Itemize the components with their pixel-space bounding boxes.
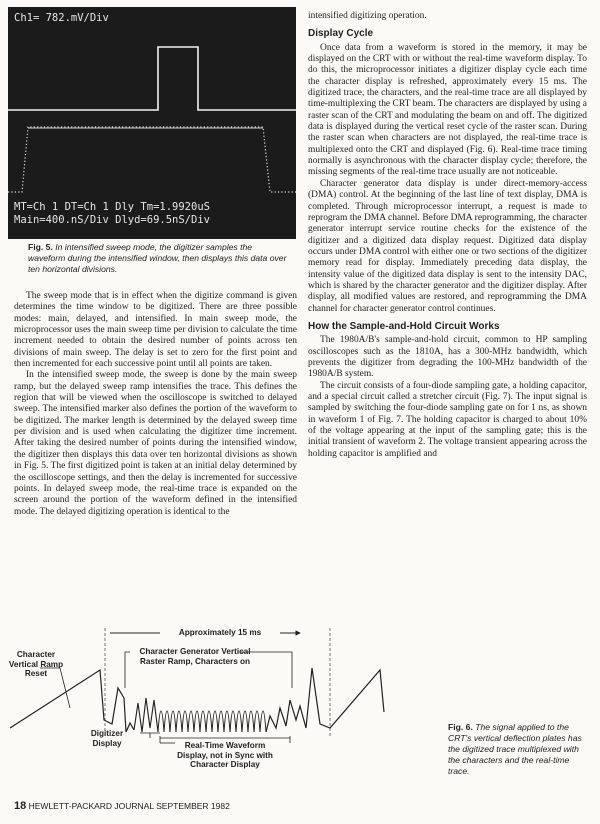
left-column [14, 291, 297, 518]
figure5-caption [28, 242, 290, 275]
scope-timing-readout-1: MT=Ch 1 DT=Ch 1 Dly Tm=1.9920uS [14, 201, 210, 213]
realtime-trace [8, 47, 296, 110]
display-cycle-paragraph-2: Character generator data display is under direct-memory-access (DMA) control. At the beginning of the last line of text display, DMA is completed. Through microprocessor interrupt, a request is made to reprogram the DMA channel. Before DMA reprogramming, the character generator interrupt service routine checks for the existence of the digitizer and a digitized data display request. Digitized data display occurs under DMA control with either one or two sections of the digitizer memory read for display. Immediately preceding data display, the intensity value of the digitized data display is sent to the intensity DAC, which is shared by the character generator and the digitizer display. After display, all modified values are restored, and reprogramming the DMA channel for character generator control continues. [308, 178, 587, 314]
sample-hold-paragraph-2: The circuit consists of a four-diode sampling gate, a holding capacitor, and a special circuit called a stretcher circuit (Fig. 7). The input signal is sampled by switching the four-diode sampling gate on for 1 ns, as shown in waveform 1 of Fig. 7. The holding capacitor is charged to about 10% of the voltage appearing at the input of the sampling gate; this is the initial transient of waveform 2. The voltage transient appearing across the holding capacitor is amplified and [308, 380, 587, 459]
left-paragraph-1: The sweep mode that is in effect when the digitize command is given determines the time window to be digitized. There are three possible modes: main, delayed, and intensified. In main sweep mode, the microprocessor uses the main sweep time per division to calculate the time increment needed to obtain the desired number of points across ten divisions of main sweep. The delay is set to zero for the first point and then incremented for each successive point until all points are taken. [14, 291, 297, 370]
display-cycle-paragraph-1: Once data from a waveform is stored in the memory, it may be displayed on the CRT with or without the real-time waveform display. To do this, the microprocessor initiates a digitizer display cycle each time the character display is refreshed, approximately every 15 ms. The digitized trace, the characters, and the real-time trace are all displayed by time-multiplexing the CRT beam. The characters are displayed by using a raster scan of the CRT and modulating the beam on and off. The digitized data is displayed during the vertical reset cycle of the raster scan. During the raster scan when characters are not displayed, the real-time trace is multiplexed onto the CRT and displayed (Fig. 6). Real-time trace timing normally is asynchronous with the character display cycle; therefore, the missing segments of the real-time trace usually are not noticeable. [308, 42, 587, 178]
digitizer-display-trace [134, 698, 158, 732]
label-digitizer-display: Digitizer Display [90, 729, 124, 748]
label-realtime-display: Real-Time Waveform Display, not in Sync with Character Display [177, 741, 273, 770]
left-paragraph-2: In the intensified sweep mode, the sweep is done by the main sweep ramp, but the delayed sweep ramp intensifies the trace. This defines the region that will be viewed when the oscilloscope is switched to delayed sweep. The intensified marker also defines the portion of the waveform to be digitized. The marker length is determined by the delayed sweep time per division and is used when calculating the digitizer time increment. After taking the desired number of points during the intensified window, the digitizer then displays this data over ten horizontal divisions as shown in Fig. 5. The first digitized point is taken at an initial delay determined by the oscilloscope settings, and then the delay is incremented for successive points. In delayed sweep mode, the real-time trace is expanded on the screen around the portion of the waveform defined in the intensified mode. The delayed digitizing operation is identical to the [14, 370, 297, 517]
realtime-segment-trace [266, 668, 384, 732]
figure6-caption-label: Fig. 6. [448, 722, 473, 732]
figure5-caption-label: Fig. 5. [28, 242, 53, 252]
right-continuation: intensified digitizing operation. [308, 11, 427, 21]
sample-hold-paragraph-1: The 1980A/B's sample-and-hold circuit, common to HP sampling oscilloscopes such as the 1810A, has a 300-MHz bandwidth, which prevents the digitizer from degrading the 100-MHz bandwidth of the 1980A/B system. [308, 335, 587, 380]
figure5-caption-text: In intensified sweep mode, the digitizer samples the waveform during the intensified window, then displays this data over ten horizontal divisions. [28, 242, 287, 274]
character-raster-trace [158, 711, 266, 732]
digitized-trace [8, 127, 296, 192]
figure6-caption-text: The signal applied to the CRT's vertical deflection plates has the digitized trace multiplexed with the characters and the real-time trace. [448, 722, 582, 776]
label-period: Approximately 15 ms [160, 628, 280, 638]
scope-timing-readout-2: Main=400.nS/Div Dlyd=69.5nS/Div [14, 214, 210, 226]
label-raster-ramp: Character Generator Vertical Raster Ramp, Characters on [139, 647, 251, 666]
figure6-caption [448, 722, 588, 777]
page-number: 18 [14, 800, 27, 812]
label-ramp-reset: Character Vertical Ramp Reset [8, 650, 64, 679]
right-column [308, 11, 587, 460]
journal-title: HEWLETT-PACKARD JOURNAL SEPTEMBER 1982 [28, 801, 230, 811]
section-heading-display-cycle: Display Cycle [308, 28, 374, 40]
page-footer [14, 800, 230, 812]
scope-channel-readout: Ch1= 782.mV/Div [14, 12, 109, 24]
section-heading-sample-hold: How the Sample-and-Hold Circuit Works [308, 320, 500, 332]
vertical-ramp-trace [10, 670, 134, 732]
oscilloscope-screenshot [8, 7, 296, 239]
